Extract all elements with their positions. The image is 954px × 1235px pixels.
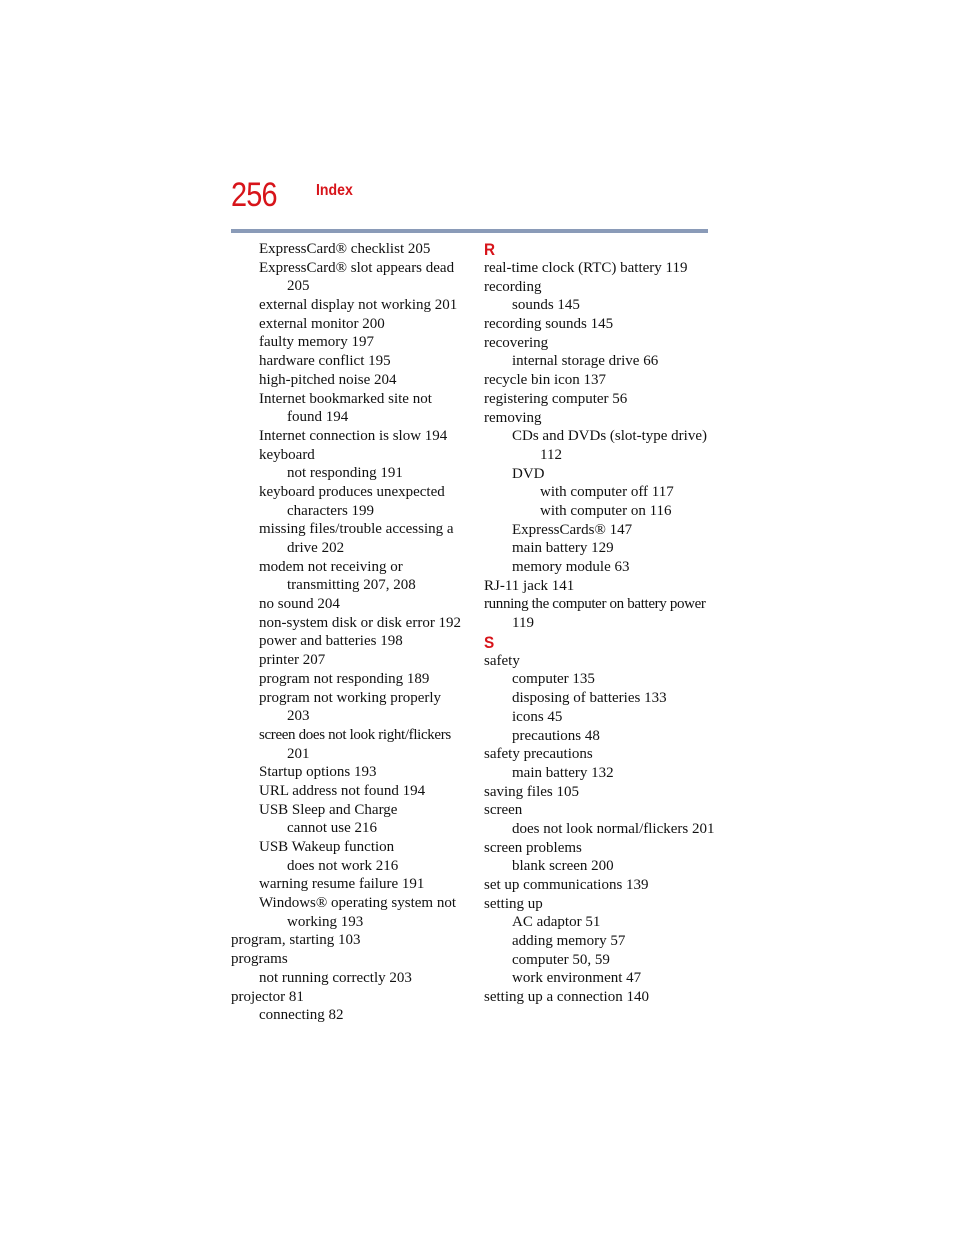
index-entry: work environment 47 — [512, 970, 642, 987]
index-entry: external display not working 201 — [259, 297, 458, 314]
index-entry: hardware conflict 195 — [259, 353, 391, 370]
index-entry: Windows® operating system not — [259, 895, 457, 912]
index-entry: disposing of batteries 133 — [512, 690, 667, 707]
header-rule — [231, 229, 708, 233]
index-entry: no sound 204 — [259, 596, 340, 613]
index-entry: Startup options 193 — [259, 764, 377, 781]
index-entry: main battery 132 — [512, 764, 614, 781]
index-entry: missing files/trouble accessing a — [259, 521, 454, 538]
index-entry: keyboard — [259, 446, 315, 463]
index-entry: setting up a connection 140 — [484, 989, 649, 1006]
index-entry: external monitor 200 — [259, 315, 385, 332]
index-entry: found 194 — [287, 409, 349, 426]
index-entry: connecting 82 — [259, 1007, 344, 1024]
index-entry: with computer on 116 — [540, 502, 672, 519]
index-entry: saving files 105 — [484, 783, 579, 800]
index-entry: recording — [484, 278, 542, 295]
section-title: Index — [316, 182, 353, 199]
index-entry: program not responding 189 — [259, 670, 430, 687]
index-entry: 201 — [287, 745, 310, 762]
index-entry: safety — [484, 652, 520, 669]
index-entry: program not working properly — [259, 689, 442, 706]
index-letter-heading: S — [484, 632, 495, 652]
index-entry: faulty memory 197 — [259, 334, 374, 351]
index-entry: set up communications 139 — [484, 877, 649, 893]
index-entry: computer 135 — [512, 671, 595, 688]
index-entry: 112 — [540, 446, 562, 463]
index-entry: non-system disk or disk error 192 — [259, 614, 462, 631]
index-entry: URL address not found 194 — [259, 782, 426, 799]
index-column-right — [484, 240, 714, 1007]
index-entry: safety precautions — [484, 746, 593, 763]
index-entry: internal storage drive 66 — [512, 353, 659, 370]
index-entry: 203 — [287, 708, 310, 725]
page-number: 256 — [231, 176, 277, 214]
index-entry: drive 202 — [287, 540, 345, 556]
index-entry: does not look normal/flickers 201 — [512, 820, 715, 837]
index-entry: high-pitched noise 204 — [259, 371, 397, 388]
index-entry: warning resume failure 191 — [259, 876, 425, 893]
index-entry: not responding 191 — [287, 465, 403, 482]
index-entry: screen — [484, 802, 523, 819]
index-entry: cannot use 216 — [287, 820, 377, 837]
index-entry: ExpressCard® slot appears dead — [259, 259, 455, 276]
index-entry: 205 — [287, 278, 310, 295]
index-entry: memory module 63 — [512, 559, 630, 575]
index-entry: screen does not look right/flickers — [259, 726, 451, 743]
index-entry: keyboard produces unexpected — [259, 483, 445, 500]
index-entry: registering computer 56 — [484, 390, 628, 407]
index-entry: sounds 145 — [512, 297, 580, 314]
index-entry: DVD — [512, 465, 545, 482]
index-entry: ExpressCards® 147 — [512, 521, 633, 538]
index-entry: main battery 129 — [512, 540, 614, 557]
index-entry: RJ-11 jack 141 — [484, 577, 575, 594]
index-entry: adding memory 57 — [512, 933, 626, 950]
index-entry: printer 207 — [259, 652, 326, 669]
index-entry: Internet bookmarked site not — [259, 390, 432, 407]
index-entry: with computer off 117 — [540, 484, 674, 501]
index-entry: programs — [231, 951, 288, 968]
index-entry: power and batteries 198 — [259, 633, 403, 650]
index-entry: CDs and DVDs (slot-type drive) — [512, 428, 707, 445]
index-entry: ExpressCard® checklist 205 — [259, 241, 431, 257]
index-entry: not running correctly 203 — [259, 969, 412, 986]
index-entry: working 193 — [287, 913, 364, 930]
index-entry: does not work 216 — [287, 857, 399, 874]
index-entry: AC adaptor 51 — [512, 914, 601, 931]
index-entry: 119 — [512, 615, 534, 632]
index-entry: real-time clock (RTC) battery 119 — [484, 260, 688, 276]
index-entry: recovering — [484, 334, 549, 351]
index-entry: running the computer on battery power — [484, 596, 706, 613]
index-entry: precautions 48 — [512, 727, 600, 744]
index-entry: USB Wakeup function — [259, 839, 395, 855]
index-entry: projector 81 — [231, 988, 304, 1005]
index-entry: blank screen 200 — [512, 858, 614, 875]
index-entry: recording sounds 145 — [484, 316, 614, 333]
index-entry: USB Sleep and Charge — [259, 801, 398, 818]
index-entry: characters 199 — [287, 502, 375, 519]
index-entry: screen problems — [484, 839, 582, 856]
index-entry: program, starting 103 — [231, 932, 361, 949]
index-entry: icons 45 — [512, 708, 563, 725]
index-entry: removing — [484, 409, 542, 426]
index-entry: computer 50, 59 — [512, 951, 610, 968]
index-column-left — [231, 240, 471, 1025]
index-entry: Internet connection is slow 194 — [259, 427, 448, 444]
index-entry: transmitting 207, 208 — [287, 577, 416, 594]
index-letter-heading: R — [484, 240, 496, 259]
index-entry: modem not receiving or — [259, 558, 403, 575]
index-entry: recycle bin icon 137 — [484, 372, 607, 389]
index-entry: setting up — [484, 895, 543, 912]
